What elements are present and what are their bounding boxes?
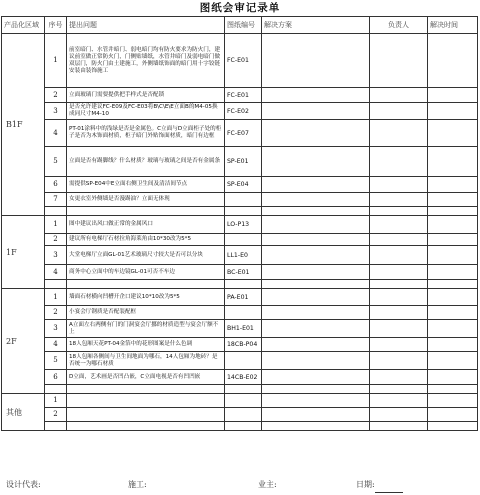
table-row bbox=[2, 88, 478, 103]
solution-cell bbox=[262, 289, 370, 306]
time-cell bbox=[428, 120, 478, 147]
designer-label: 设计代表: bbox=[6, 480, 41, 489]
spacer-cell bbox=[225, 280, 262, 289]
time-cell bbox=[428, 338, 478, 352]
time-cell bbox=[428, 352, 478, 370]
solution-cell bbox=[262, 320, 370, 338]
sheet-title: 图纸会审记录单 bbox=[199, 2, 281, 14]
drawing-code-cell bbox=[225, 408, 262, 422]
table-row bbox=[2, 120, 478, 147]
owner-cell bbox=[370, 306, 428, 320]
row-num-cell: 2 bbox=[45, 234, 67, 246]
owner-label: 业主: bbox=[258, 480, 277, 489]
table-row bbox=[2, 370, 478, 385]
time-cell bbox=[428, 34, 478, 88]
area-cell: 1F bbox=[2, 216, 45, 289]
date-underline bbox=[375, 484, 403, 493]
spacer-cell bbox=[67, 280, 225, 289]
header-area: 产品化区域 bbox=[2, 17, 45, 34]
owner-cell bbox=[370, 352, 428, 370]
solution-cell bbox=[262, 120, 370, 147]
drawing-code-cell: FC-E02 bbox=[225, 103, 262, 120]
review-table bbox=[1, 16, 478, 431]
owner-cell bbox=[370, 120, 428, 147]
time-cell bbox=[428, 265, 478, 280]
spacer-cell bbox=[67, 385, 225, 394]
spacer-cell bbox=[370, 207, 428, 216]
owner-cell bbox=[370, 34, 428, 88]
table-row bbox=[2, 320, 478, 338]
solution-cell bbox=[262, 370, 370, 385]
spacer-cell bbox=[370, 422, 428, 431]
drawing-code-cell: SP-E01 bbox=[225, 147, 262, 177]
drawing-code-cell: LO-P13 bbox=[225, 216, 262, 234]
header-row bbox=[2, 17, 478, 34]
spacer-cell bbox=[45, 422, 67, 431]
time-cell bbox=[428, 320, 478, 338]
drawing-code-cell bbox=[225, 306, 262, 320]
owner-cell bbox=[370, 265, 428, 280]
area-cell: 2F bbox=[2, 289, 45, 394]
table-row bbox=[2, 408, 478, 422]
owner-cell bbox=[370, 216, 428, 234]
spacer-cell bbox=[45, 385, 67, 394]
table-row bbox=[2, 103, 478, 120]
owner-cell bbox=[370, 370, 428, 385]
spacer-cell bbox=[225, 385, 262, 394]
row-num-cell: 2 bbox=[45, 408, 67, 422]
time-cell bbox=[428, 193, 478, 207]
solution-cell bbox=[262, 394, 370, 408]
header-time: 解决时间 bbox=[428, 17, 478, 34]
drawing-code-cell: 14CB-E02 bbox=[225, 370, 262, 385]
construction-label: 施工: bbox=[128, 480, 147, 489]
owner-cell bbox=[370, 147, 428, 177]
solution-cell bbox=[262, 193, 370, 207]
drawing-code-cell: FC-E01 bbox=[225, 34, 262, 88]
drawing-code-cell: FC-E01 bbox=[225, 88, 262, 103]
spacer-row bbox=[2, 422, 478, 431]
signature-footer bbox=[0, 474, 480, 495]
owner-cell bbox=[370, 234, 428, 246]
time-cell bbox=[428, 88, 478, 103]
spacer-cell bbox=[225, 422, 262, 431]
time-cell bbox=[428, 216, 478, 234]
area-cell: B1F bbox=[2, 34, 45, 216]
row-num-cell: 6 bbox=[45, 370, 67, 385]
drawing-code-cell bbox=[225, 352, 262, 370]
drawing-code-cell bbox=[225, 234, 262, 246]
time-cell bbox=[428, 394, 478, 408]
owner-cell bbox=[370, 103, 428, 120]
issue-cell: 小宴会厅钢质是否配装配框 bbox=[67, 306, 225, 320]
date-label: 日期: bbox=[356, 480, 375, 489]
time-cell bbox=[428, 147, 478, 177]
spacer-row bbox=[2, 385, 478, 394]
row-num-cell: 3 bbox=[45, 320, 67, 338]
spacer-cell bbox=[262, 207, 370, 216]
spacer-cell bbox=[428, 422, 478, 431]
owner-cell bbox=[370, 289, 428, 306]
solution-cell bbox=[262, 265, 370, 280]
spacer-cell bbox=[262, 385, 370, 394]
solution-cell bbox=[262, 177, 370, 193]
row-num-cell: 1 bbox=[45, 34, 67, 88]
issue-cell: A立面左右两侧有门的门洞宴会厅挪的材质造型与宴会厅额不上 bbox=[67, 320, 225, 338]
solution-cell bbox=[262, 246, 370, 265]
solution-cell bbox=[262, 408, 370, 422]
header-issue: 提出问题 bbox=[67, 17, 225, 34]
row-num-cell: 1 bbox=[45, 289, 67, 306]
drawing-code-cell: PA-E01 bbox=[225, 289, 262, 306]
spacer-cell bbox=[225, 207, 262, 216]
header-owner: 负责人 bbox=[370, 17, 428, 34]
table-row bbox=[2, 147, 478, 177]
owner-cell bbox=[370, 177, 428, 193]
row-num-cell: 4 bbox=[45, 120, 67, 147]
row-num-cell: 4 bbox=[45, 338, 67, 352]
spacer-cell bbox=[428, 385, 478, 394]
issue-cell: 18人包厢各侧间与卫生间地面为哪石，14人包厢为地砖？是否统一为哪石材质 bbox=[67, 352, 225, 370]
row-num-cell: 5 bbox=[45, 147, 67, 177]
table-row bbox=[2, 289, 478, 306]
owner-cell bbox=[370, 394, 428, 408]
issue-cell: 立面是否有踢脚线？什么材质？玻璃与玻璃之间是否有金属条 bbox=[67, 147, 225, 177]
owner-cell bbox=[370, 408, 428, 422]
spacer-row bbox=[2, 207, 478, 216]
row-num-cell: 6 bbox=[45, 177, 67, 193]
time-cell bbox=[428, 370, 478, 385]
issue-cell: 女更衣室外侧墙是否漫踢油？立面无体现 bbox=[67, 193, 225, 207]
spacer-cell bbox=[45, 207, 67, 216]
solution-cell bbox=[262, 306, 370, 320]
spacer-cell bbox=[262, 422, 370, 431]
solution-cell bbox=[262, 234, 370, 246]
spacer-cell bbox=[370, 385, 428, 394]
spacer-cell bbox=[262, 280, 370, 289]
spacer-row bbox=[2, 280, 478, 289]
solution-cell bbox=[262, 34, 370, 88]
area-cell: 其他 bbox=[2, 394, 45, 431]
table-row bbox=[2, 306, 478, 320]
row-num-cell: 3 bbox=[45, 103, 67, 120]
table-row bbox=[2, 234, 478, 246]
drawing-code-cell: FC-E07 bbox=[225, 120, 262, 147]
solution-cell bbox=[262, 147, 370, 177]
time-cell bbox=[428, 103, 478, 120]
time-cell bbox=[428, 289, 478, 306]
drawing-code-cell: LL1-E0 bbox=[225, 246, 262, 265]
header-code: 图纸编号 bbox=[225, 17, 262, 34]
spacer-cell bbox=[428, 207, 478, 216]
spacer-cell bbox=[45, 280, 67, 289]
issue-cell: 18人包厢天花PT-04金箔中的花形图案是什么色调 bbox=[67, 338, 225, 352]
row-num-cell: 1 bbox=[45, 394, 67, 408]
issue-cell: 墙面石材横向凹槽开企口建议10*10改为5*5 bbox=[67, 289, 225, 306]
solution-cell bbox=[262, 103, 370, 120]
row-num-cell: 4 bbox=[45, 265, 67, 280]
solution-cell bbox=[262, 352, 370, 370]
table-row bbox=[2, 338, 478, 352]
table-row bbox=[2, 394, 478, 408]
row-num-cell: 7 bbox=[45, 193, 67, 207]
drawing-code-cell: 18CB-P04 bbox=[225, 338, 262, 352]
date-field bbox=[356, 479, 375, 490]
owner-cell bbox=[370, 338, 428, 352]
table-row bbox=[2, 216, 478, 234]
solution-cell bbox=[262, 88, 370, 103]
issue-cell: 图中建议出风口做正常的金属风口 bbox=[67, 216, 225, 234]
time-cell bbox=[428, 408, 478, 422]
owner-cell bbox=[370, 320, 428, 338]
solution-cell bbox=[262, 216, 370, 234]
table-row bbox=[2, 352, 478, 370]
drawing-code-cell: BC-E01 bbox=[225, 265, 262, 280]
time-cell bbox=[428, 306, 478, 320]
spacer-cell bbox=[67, 422, 225, 431]
header-solution: 解决方案 bbox=[262, 17, 370, 34]
time-cell bbox=[428, 234, 478, 246]
drawing-code-cell bbox=[225, 394, 262, 408]
issue-cell: 大堂电梯厅立面GL-01艺术玻璃尺寸较大是否可以分块 bbox=[67, 246, 225, 265]
owner-cell bbox=[370, 246, 428, 265]
table-row bbox=[2, 265, 478, 280]
row-num-cell: 2 bbox=[45, 88, 67, 103]
table-row bbox=[2, 246, 478, 265]
row-num-cell: 5 bbox=[45, 352, 67, 370]
row-num-cell: 3 bbox=[45, 246, 67, 265]
owner-cell bbox=[370, 88, 428, 103]
table-row bbox=[2, 34, 478, 88]
spacer-cell bbox=[67, 207, 225, 216]
table-row bbox=[2, 193, 478, 207]
spacer-cell bbox=[370, 280, 428, 289]
issue-cell: PT-01涂料中的浅绿是否是金属色。C立面与D立面柜子处的柜子是否为木饰面材质，柜子暗门外贴饰面材质，暗门有边框 bbox=[67, 120, 225, 147]
issue-cell: 立面玻璃门需要提供把手样式是否配锁 bbox=[67, 88, 225, 103]
issue-cell: 是否允许建议FC-E09及FC-E03将B\C\E\E立面B的M4-05换成同尺寸M4-10 bbox=[67, 103, 225, 120]
drawing-code-cell: SP-E04 bbox=[225, 177, 262, 193]
owner-cell bbox=[370, 193, 428, 207]
drawing-code-cell: BH1-E01 bbox=[225, 320, 262, 338]
issue-cell: 建议所有电梯厅石材拉角海莱角由10*30改为5*5 bbox=[67, 234, 225, 246]
issue-cell bbox=[67, 394, 225, 408]
header-num: 序号 bbox=[45, 17, 67, 34]
row-num-cell: 2 bbox=[45, 306, 67, 320]
spacer-cell bbox=[428, 280, 478, 289]
issue-cell bbox=[67, 408, 225, 422]
table-body bbox=[2, 34, 478, 431]
issue-cell: 前室暗门、水管井暗门、弱电暗门均有防火要求为防火门，建议前室做正常防火门，门侧贴墙纸，水管井暗门及弱电暗门做双层门，防火门由土建施工，外侧墙纸饰面的暗门用十字铰链安装由装饰施工 bbox=[67, 34, 225, 88]
drawing-code-cell bbox=[225, 193, 262, 207]
solution-cell bbox=[262, 338, 370, 352]
issue-cell: 商务中心立面中的车边镜GL-01可否不车边 bbox=[67, 265, 225, 280]
time-cell bbox=[428, 177, 478, 193]
row-num-cell: 1 bbox=[45, 216, 67, 234]
time-cell bbox=[428, 246, 478, 265]
table-row bbox=[2, 177, 478, 193]
issue-cell: D立面，艺术画是否凹凸嵌，C立面电视是否有凹凹嵌 bbox=[67, 370, 225, 385]
issue-cell: 需提供SP-E04中E立面右侧卫生间及清洁间节点 bbox=[67, 177, 225, 193]
